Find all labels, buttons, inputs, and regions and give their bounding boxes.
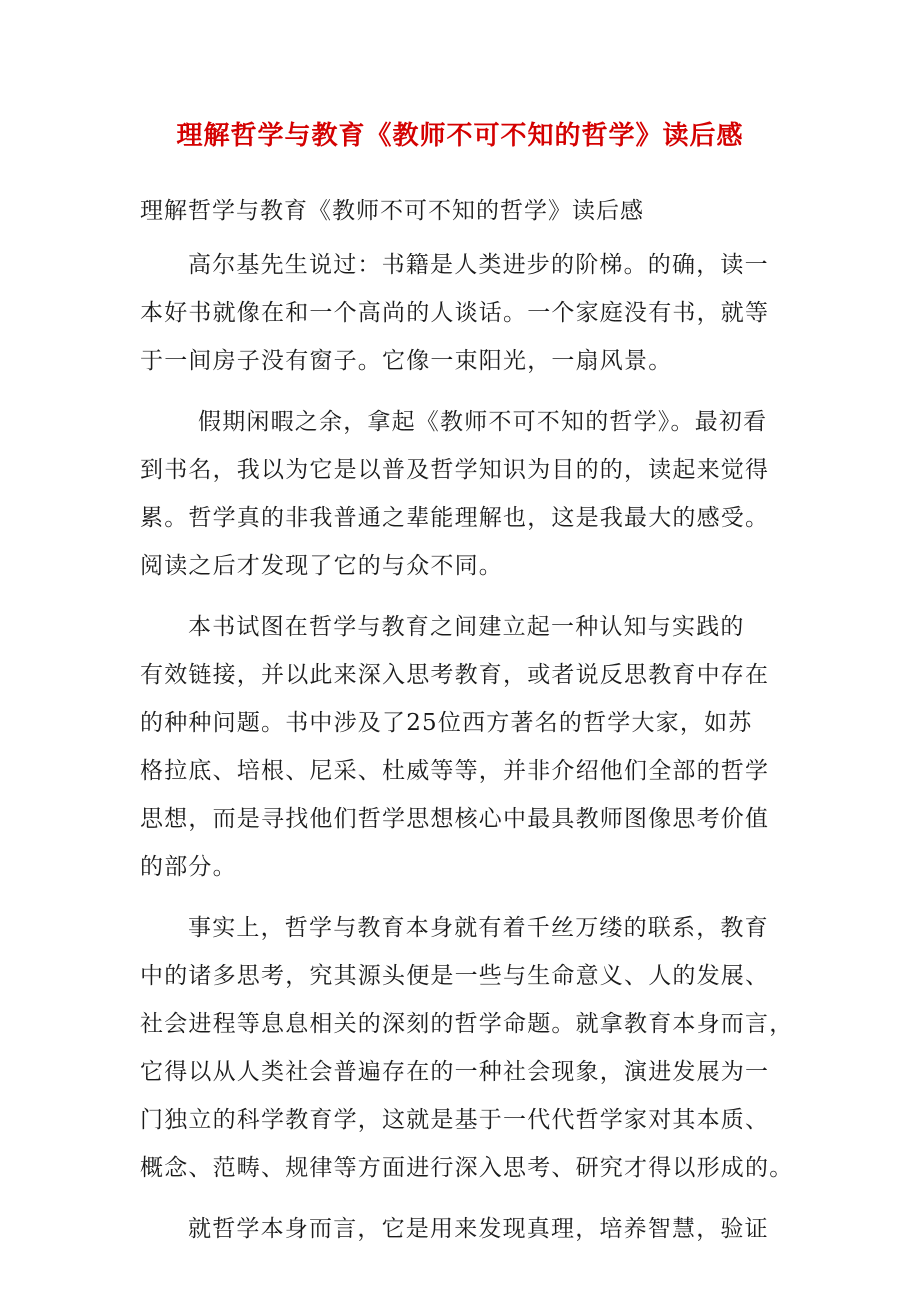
paragraph-4 <box>140 904 794 1192</box>
paragraph-line: 有效链接，并以此来深入思考教育，或者说反思教育中存在 <box>140 662 770 688</box>
paragraph-line: 格拉底、培根、尼采、杜威等等，并非介绍他们全部的哲学 <box>140 758 770 784</box>
paragraph-line: 假期闲暇之余，拿起《教师不可不知的哲学》。最初看 <box>198 409 768 435</box>
document-subtitle: 理解哲学与教育《教师不可不知的哲学》读后感 <box>140 198 644 224</box>
paragraph-3 <box>140 603 780 891</box>
paragraph-line: 于一间房子没有窗子。它像一束阳光，一扇风景。 <box>140 348 673 374</box>
paragraph-line: 累。哲学真的非我普通之辈能理解也，这是我最大的感受。 <box>140 505 770 531</box>
paragraph-line: 的种种问题。书中涉及了25位西方著名的哲学大家，如苏 <box>140 710 753 736</box>
paragraph-line: 中的诸多思考，究其源头便是一些与生命意义、人的发展、 <box>140 963 770 989</box>
paragraph-line: 概念、范畴、规律等方面进行深入思考、研究才得以形成的。 <box>140 1155 794 1181</box>
paragraph-2 <box>140 398 780 590</box>
paragraph-1 <box>140 241 780 385</box>
paragraph-line: 思想，而是寻找他们哲学思想核心中最具教师图像思考价值 <box>140 806 770 832</box>
paragraph-line: 的部分。 <box>140 854 237 880</box>
paragraph-line: 社会进程等息息相关的深刻的哲学命题。就拿教育本身而言， <box>140 1011 794 1037</box>
paragraph-line: 阅读之后才发现了它的与众不同。 <box>140 553 503 579</box>
paragraph-line: 就哲学本身而言，它是用来发现真理，培养智慧，验证 <box>188 1216 769 1242</box>
paragraph-5 <box>140 1205 780 1253</box>
document-title: 理解哲学与教育《教师不可不知的哲学》读后感 <box>176 121 744 151</box>
paragraph-line: 本好书就像在和一个高尚的人谈话。一个家庭没有书，就等 <box>140 300 770 326</box>
paragraph-line: 到书名，我以为它是以普及哲学知识为目的的，读起来觉得 <box>140 457 770 483</box>
paragraph-line: 本书试图在哲学与教育之间建立起一种认知与实践的 <box>188 614 745 640</box>
paragraph-line: 高尔基先生说过：书籍是人类进步的阶梯。的确，读一 <box>188 252 769 278</box>
paragraph-line: 事实上，哲学与教育本身就有着千丝万缕的联系，教育 <box>188 915 769 941</box>
paragraph-line: 它得以从人类社会普遍存在的一种社会现象，演进发展为一 <box>140 1059 770 1085</box>
paragraph-line: 门独立的科学教育学，这就是基于一代代哲学家对其本质、 <box>140 1107 770 1133</box>
